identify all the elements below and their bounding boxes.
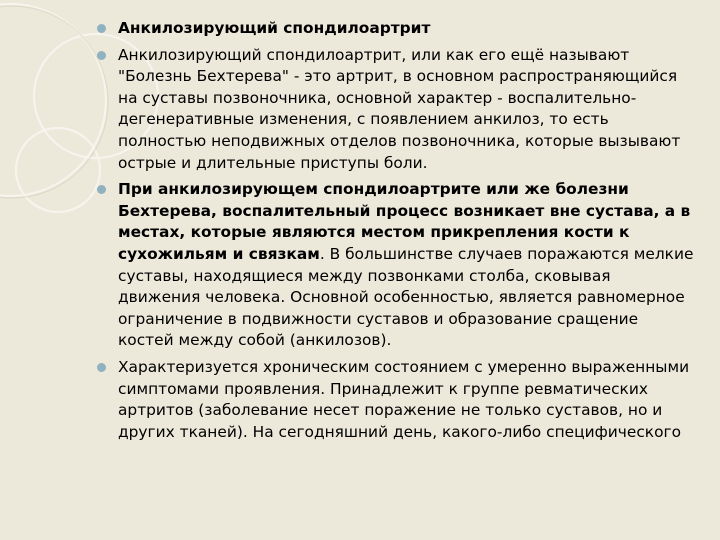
bullet-characteristics-text: Характеризуется хроническим состоянием с умеренно выраженными симптомами проявления. Принадлежит к группе ревматических артритов (заболевание несет поражение не только суставов, но и других тканей). На сегодняшний день, какого-либо специфического: [118, 357, 690, 441]
bullet-icon: [97, 51, 106, 60]
bullet-list: [94, 18, 694, 443]
bullet-definition-text: Анкилозирующий спондилоартрит, или как его ещё называют "Болезнь Бехтерева" - это артрит, в основном распространяющийся на суставы позвоночника, основной характер - воспалительно-дегенеративные изменения, с появлением анкилоз, то есть полностью неподвижных отделов позвоночника, которые вызывают острые и длительные приступы боли.: [118, 45, 681, 172]
bullet-item-title: [94, 18, 694, 40]
bullet-item-definition: [94, 45, 694, 175]
bullet-title-bold: Анкилозирующий спондилоартрит: [118, 19, 431, 37]
bullet-item-characteristics: [94, 357, 694, 443]
bullet-icon: [97, 363, 106, 372]
slide-content: [94, 18, 694, 540]
bullet-icon: [97, 24, 106, 33]
decor-circle-small: [16, 128, 100, 212]
bullet-icon: [97, 185, 106, 194]
bullet-inflammation-bold: При анкилозирующем спондилоартрите или же болезни Бехтерева, воспалительный процесс возникает вне сустава, а в местах, которые являются местом прикрепления кости к сухожильям и связкам: [118, 180, 691, 263]
bullet-inflammation-text: . В большинстве случаев поражаются мелкие суставы, находящиеся между позвонками столба, сковывая движения человека. Основной особенностью, является равномерное ограничение в подвижности суставов и образование сращение костей между собой (анкилозов).: [118, 244, 694, 350]
bullet-item-inflammation: [94, 179, 694, 352]
